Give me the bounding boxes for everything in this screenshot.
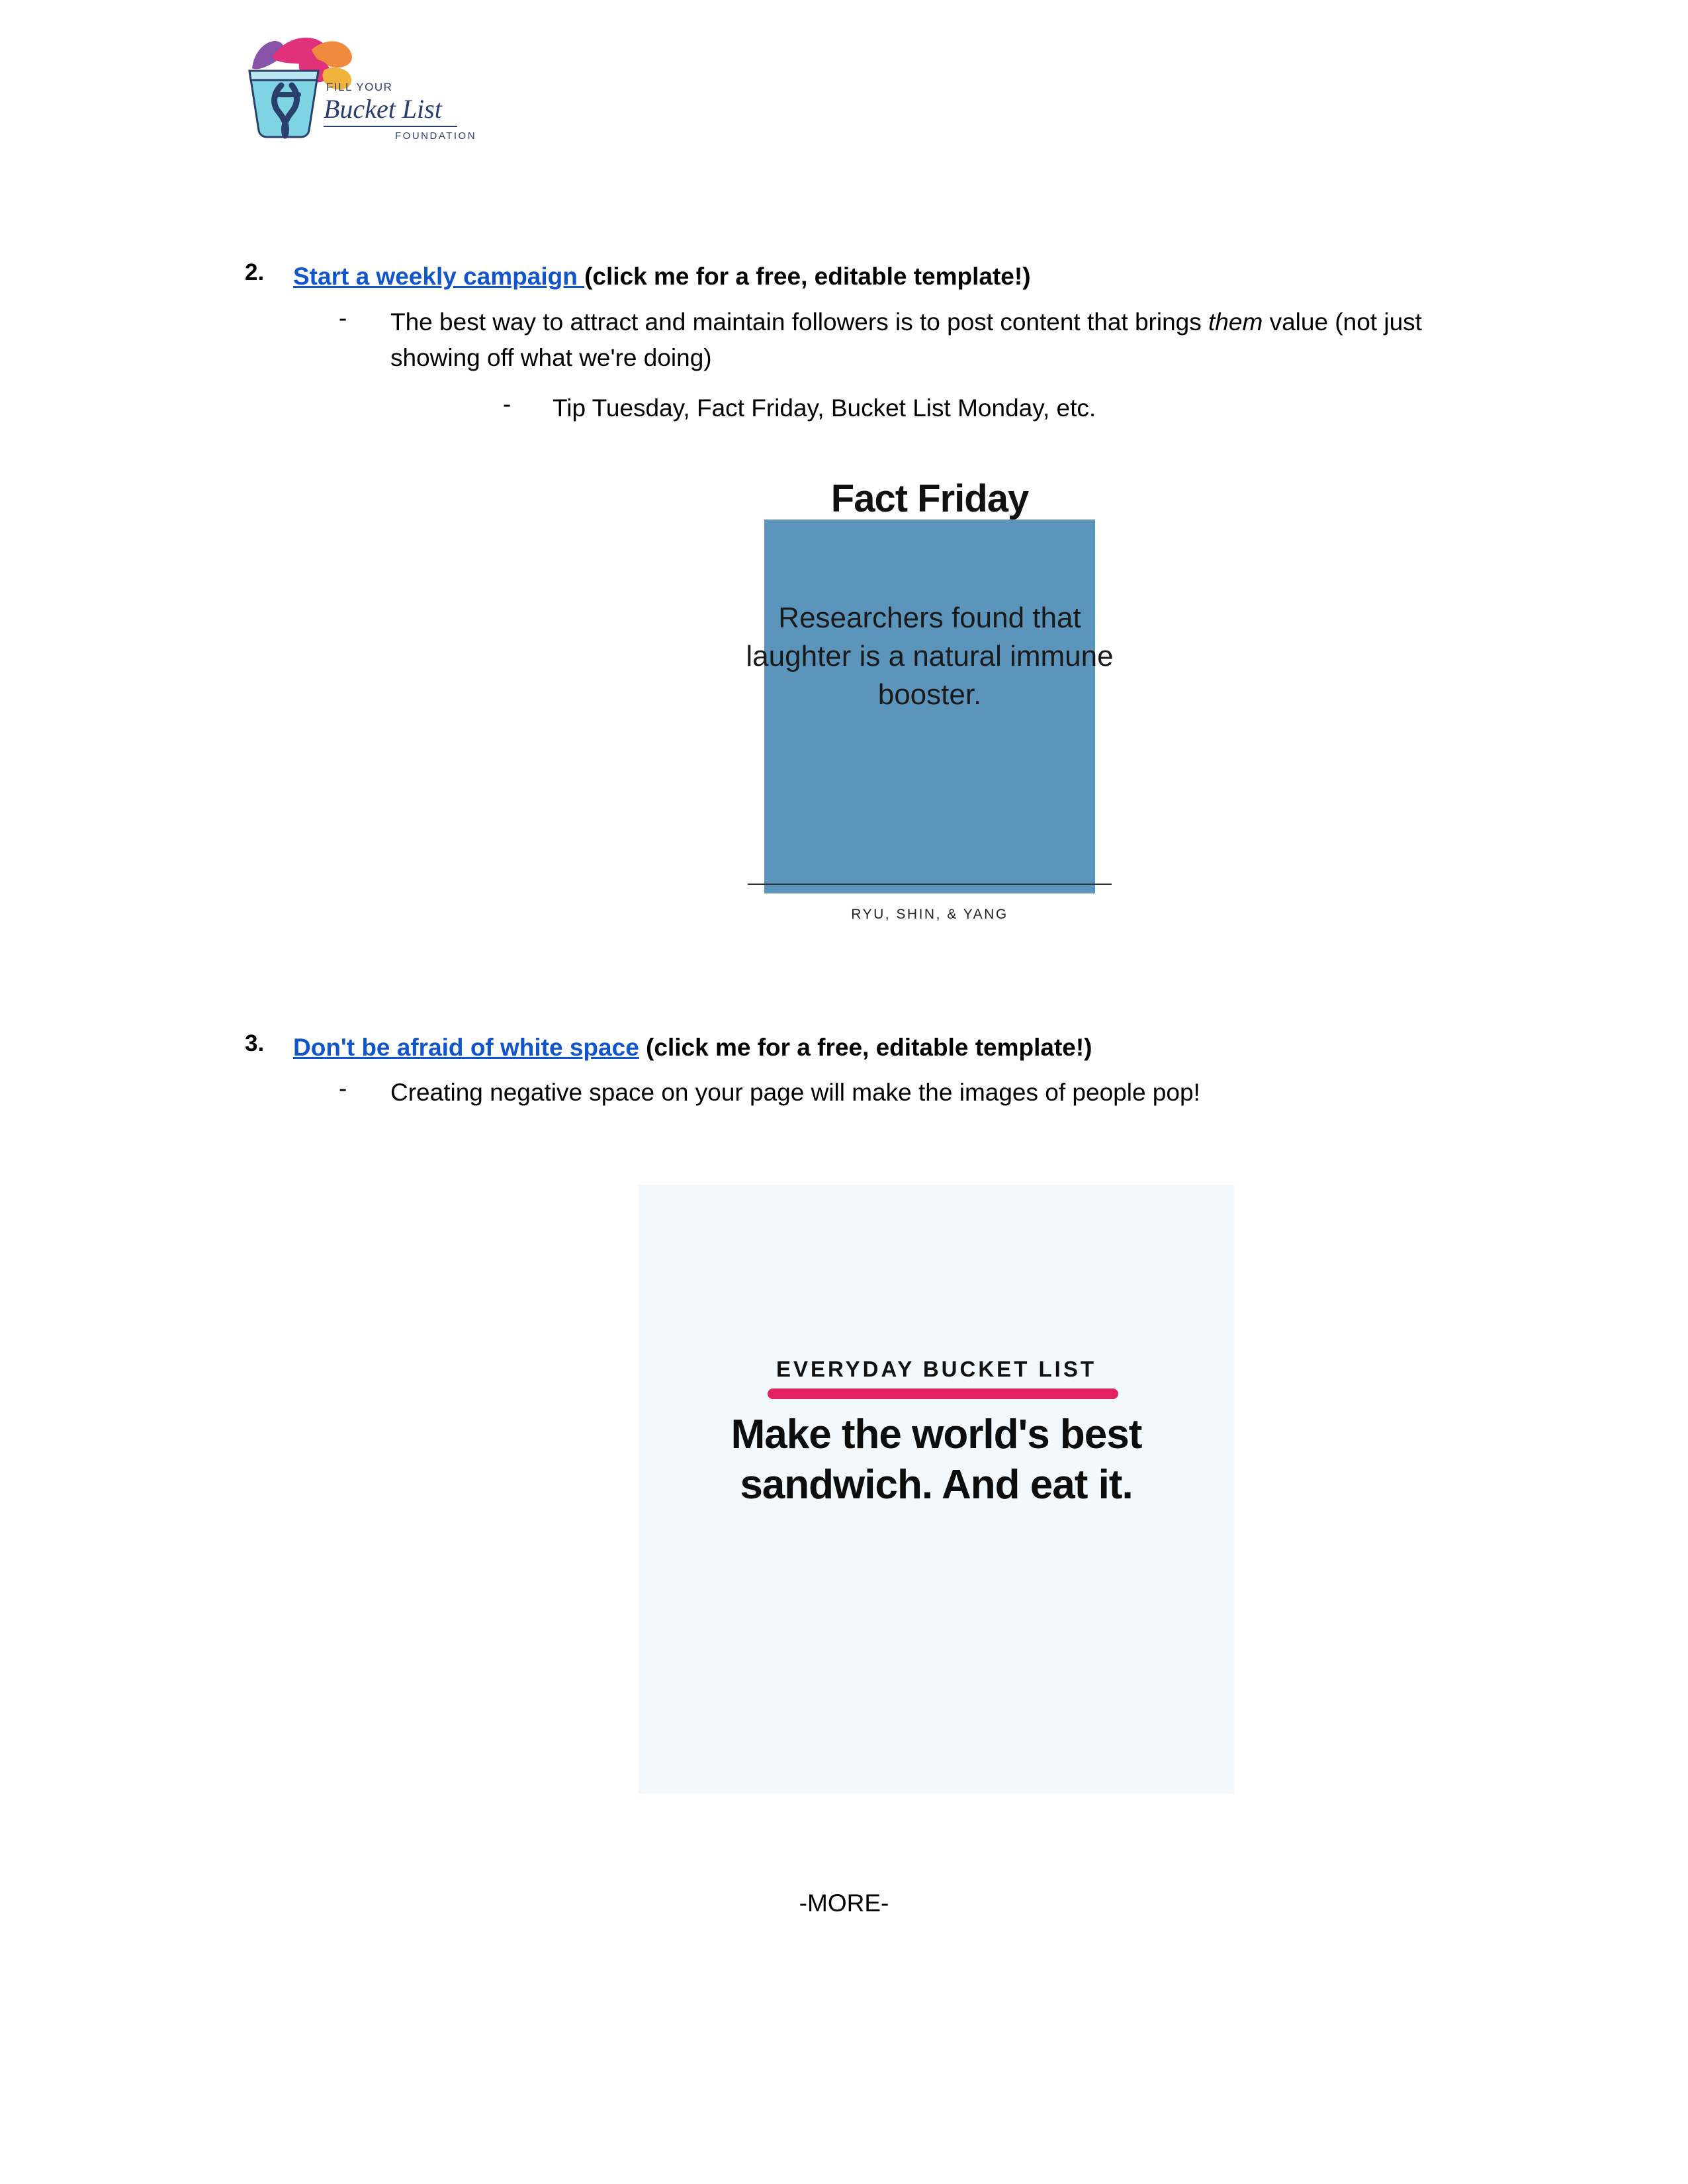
more-indicator: -MORE- <box>799 1889 889 1917</box>
link-white-space[interactable]: Don't be afraid of white space <box>293 1034 639 1061</box>
logo-line1-text: FILL YOUR <box>326 81 393 93</box>
list-number-2: 2. <box>245 259 265 285</box>
fact-friday-body: Researchers found that laughter is a natural immune booster. <box>746 602 1114 711</box>
bullet-text-3a: Creating negative space on your page will make the images of people pop! <box>390 1079 1200 1106</box>
fact-friday-title: Fact Friday <box>830 477 1029 520</box>
logo-line2-text: Bucket List <box>324 94 442 124</box>
fact-friday-graphic <box>746 477 1114 960</box>
bullet-text-2a <box>390 304 1456 375</box>
bullet-2a-italic: them <box>1208 308 1263 336</box>
list-item-3-suffix: (click me for a free, editable template!) <box>639 1034 1092 1061</box>
white-space-kicker: EVERYDAY BUCKET LIST <box>776 1357 1097 1381</box>
list-item-2-heading <box>293 259 1418 295</box>
list-item-2-suffix: (click me for a free, editable template!) <box>584 263 1031 290</box>
logo-artwork <box>189 30 480 195</box>
logo-line3-text: FOUNDATION <box>395 130 477 142</box>
kicker-underline <box>768 1388 1118 1399</box>
fact-friday-credit: RYU, SHIN, & YANG <box>851 907 1008 922</box>
bullet-dash-3a: - <box>339 1075 347 1102</box>
link-start-weekly-campaign[interactable]: Start a weekly campaign <box>293 263 585 290</box>
bullet-2a-pre: The best way to attract and maintain followers is to post content that brings <box>390 308 1209 336</box>
organization-logo <box>189 30 480 195</box>
list-item-3-heading <box>293 1030 1451 1066</box>
bullet-dash-2b: - <box>503 390 511 418</box>
white-space-headline: Make the world's best sandwich. And eat it. <box>731 1412 1142 1508</box>
bullet-2a-post: value (not just showing off what we're doing) <box>390 308 1422 371</box>
white-space-graphic <box>639 1185 1234 1794</box>
bullet-dash-2a: - <box>339 304 347 332</box>
fact-friday-divider <box>748 884 1112 885</box>
bullet-text-2b: Tip Tuesday, Fact Friday, Bucket List Monday, etc. <box>553 394 1096 422</box>
list-number-3: 3. <box>245 1030 265 1056</box>
